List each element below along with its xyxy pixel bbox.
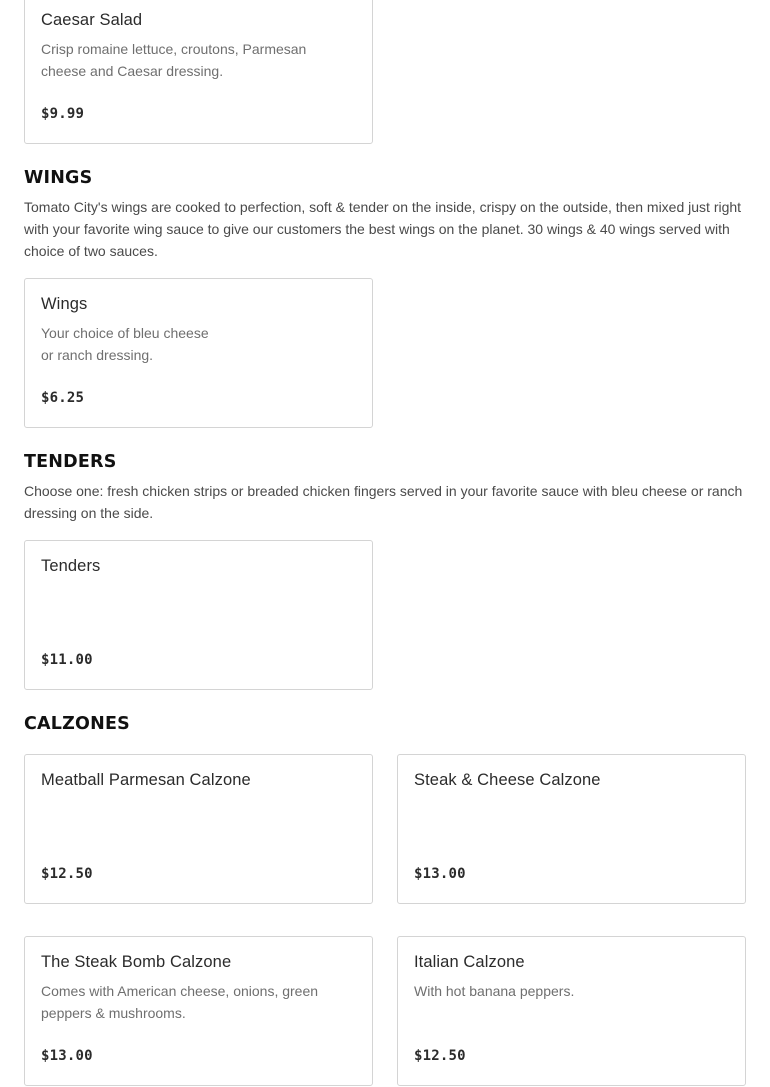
menu-item-name: Caesar Salad	[41, 11, 143, 29]
menu-item-description	[41, 980, 318, 1024]
menu-item-description-line: With hot banana peppers.	[414, 983, 575, 999]
menu-item-description-line: Comes with American cheese, onions, green	[41, 983, 319, 999]
menu-item-price: $6.25	[41, 390, 85, 406]
menu-item-price: $12.50	[41, 866, 93, 882]
section-title-tenders: TENDERS	[24, 452, 117, 472]
menu-item-card[interactable]	[24, 0, 373, 144]
section-title-wings: WINGS	[24, 168, 93, 188]
menu-item-description	[41, 38, 306, 82]
menu-item-card[interactable]	[24, 540, 373, 690]
menu-item-description	[414, 980, 574, 1002]
menu-item-name: Wings	[41, 295, 88, 313]
section-description-tenders: Choose one: fresh chicken strips or breaded chicken fingers served in your favorite sauce with bleu cheese or ranch dressing on the side.	[24, 483, 743, 521]
menu-item-card[interactable]	[24, 278, 373, 428]
menu-item-price: $11.00	[41, 652, 93, 668]
menu-item-name: Italian Calzone	[414, 953, 525, 971]
menu-item-card[interactable]	[397, 754, 746, 904]
menu-item-description-line: cheese and Caesar dressing.	[41, 63, 224, 79]
menu-item-name: Steak & Cheese Calzone	[414, 771, 601, 789]
menu-item-price: $13.00	[414, 866, 466, 882]
menu-item-description-line: Crisp romaine lettuce, croutons, Parmesan	[41, 41, 307, 57]
menu-item-description-line: or ranch dressing.	[41, 347, 154, 363]
menu-item-name: Meatball Parmesan Calzone	[41, 771, 251, 789]
menu-item-name: The Steak Bomb Calzone	[41, 953, 232, 971]
menu-item-price: $9.99	[41, 106, 85, 122]
menu-item-description-line: peppers & mushrooms.	[41, 1005, 186, 1021]
menu-item-card[interactable]	[24, 936, 373, 1086]
section-title-calzones: CALZONES	[24, 714, 130, 734]
section-description-wings: Tomato City's wings are cooked to perfection, soft & tender on the inside, crispy on the outside, then mixed just right with your favorite wing sauce to give our customers the best wings on the planet. 30 wings & 40 wings served with choice of two sauces.	[24, 199, 742, 259]
menu-item-name: Tenders	[41, 557, 101, 575]
menu-item-card[interactable]	[397, 936, 746, 1086]
menu-item-price: $12.50	[414, 1048, 466, 1064]
menu-item-description	[41, 322, 209, 366]
menu-item-card[interactable]	[24, 754, 373, 904]
menu-item-description-line: Your choice of bleu cheese	[41, 325, 209, 341]
menu-item-price: $13.00	[41, 1048, 93, 1064]
